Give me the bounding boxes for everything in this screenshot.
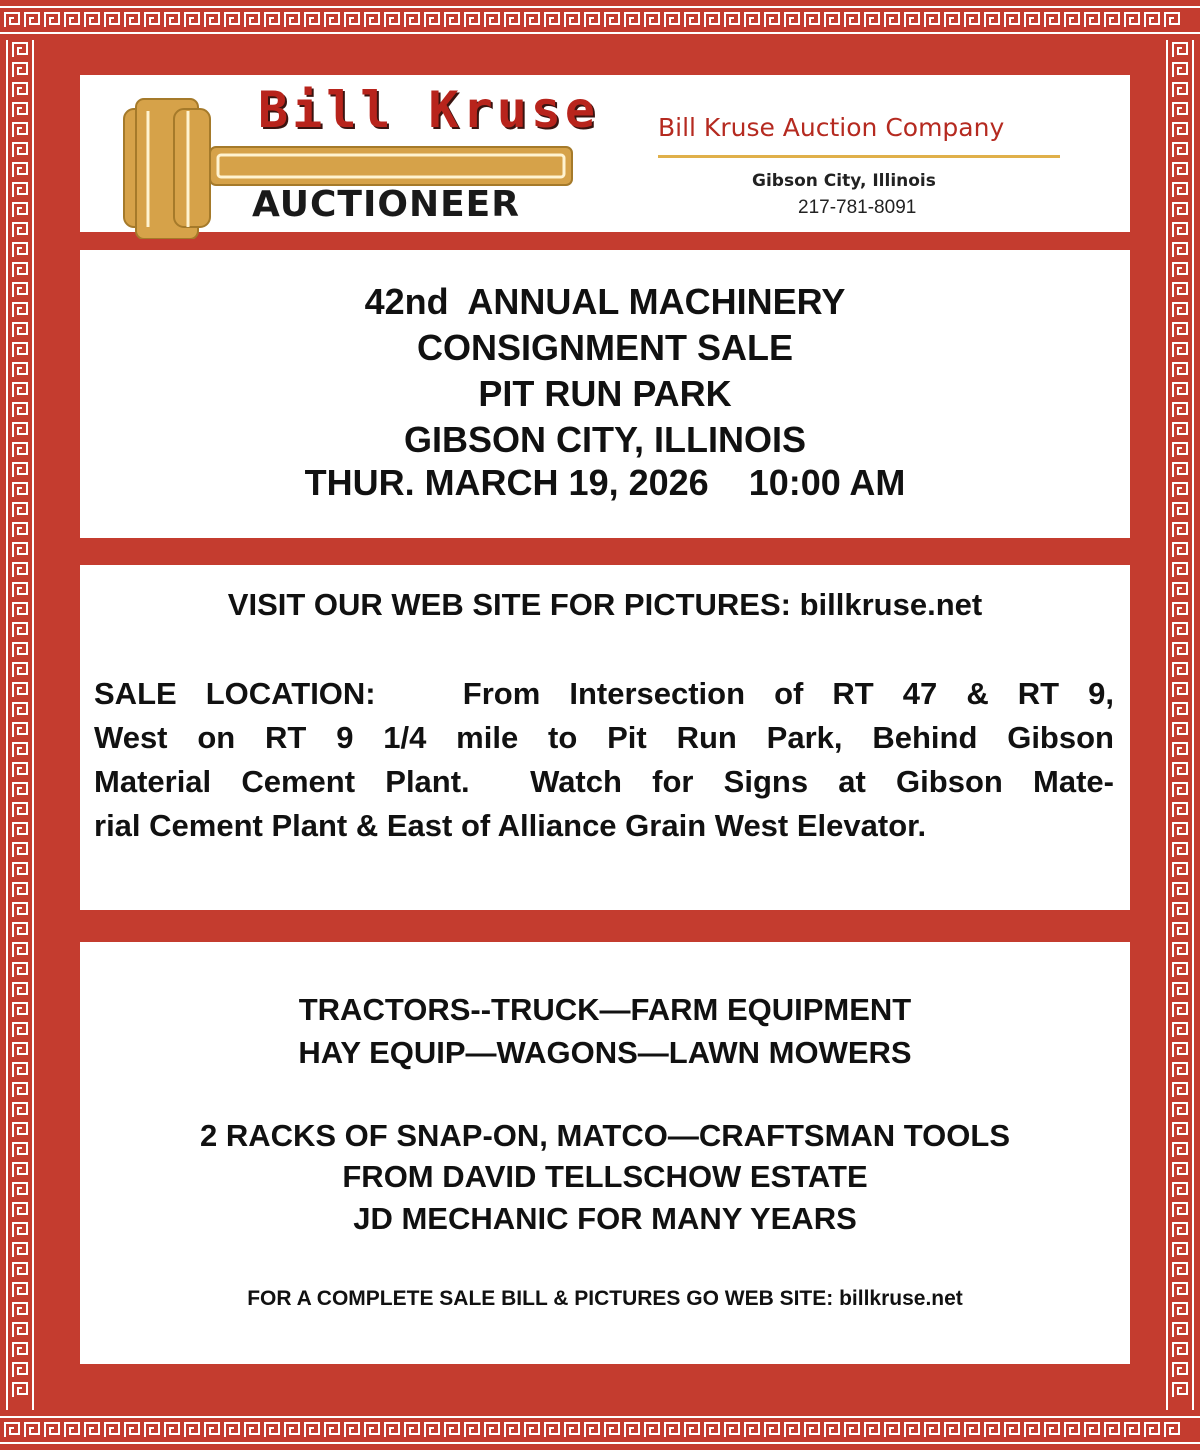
footer-website-notice: FOR A COMPLETE SALE BILL & PICTURES GO WEB SITE: billkruse.net [247, 1287, 963, 1310]
sale-title-line: 42nd ANNUAL MACHINERY [364, 281, 846, 322]
sale-title-line: CONSIGNMENT SALE [416, 327, 793, 368]
item-line: HAY EQUIP—WAGONS—LAWN MOWERS [298, 1035, 912, 1070]
greek-key-border-top [0, 0, 1200, 40]
sale-venue: PIT RUN PARK [478, 373, 732, 414]
header-panel [80, 75, 1130, 232]
item-line: 2 RACKS OF SNAP-ON, MATCO—CRAFTSMAN TOOLS [199, 1118, 1010, 1153]
sale-title-panel [80, 250, 1130, 538]
company-divider [658, 155, 1060, 158]
items-panel [80, 942, 1130, 1364]
company-phone: 217-781-8091 [798, 197, 917, 218]
company-city: Gibson City, Illinois [752, 171, 936, 191]
item-line: FROM DAVID TELLSCHOW ESTATE [342, 1159, 868, 1194]
logo-title: AUCTIONEER [252, 184, 520, 225]
auctioneer-logo [118, 81, 638, 231]
website-notice: VISIT OUR WEB SITE FOR PICTURES: billkruse.net [227, 587, 983, 622]
greek-key-border-right [1160, 40, 1200, 1410]
location-text-line: Material Cement Plant. Watch for Signs at Gibson Mate- [94, 764, 1114, 799]
logo-name: Bill Kruse [258, 81, 600, 139]
greek-key-border-bottom [0, 1410, 1200, 1450]
location-text-line: West on RT 9 1/4 mile to Pit Run Park, Behind Gibson [94, 720, 1114, 755]
location-panel [80, 565, 1130, 910]
company-name: Bill Kruse Auction Company [658, 113, 1005, 142]
item-line: JD MECHANIC FOR MANY YEARS [353, 1201, 857, 1236]
item-line: TRACTORS--TRUCK—FARM EQUIPMENT [298, 992, 912, 1027]
location-text-line: SALE LOCATION: From Intersection of RT 47 & RT 9, [94, 676, 1114, 711]
greek-key-border-left [0, 40, 40, 1410]
sale-city: GIBSON CITY, ILLINOIS [403, 419, 807, 460]
sale-date-time: THUR. MARCH 19, 2026 10:00 AM [304, 462, 906, 503]
location-text-line: rial Cement Plant & East of Alliance Grain West Elevator. [94, 808, 927, 843]
